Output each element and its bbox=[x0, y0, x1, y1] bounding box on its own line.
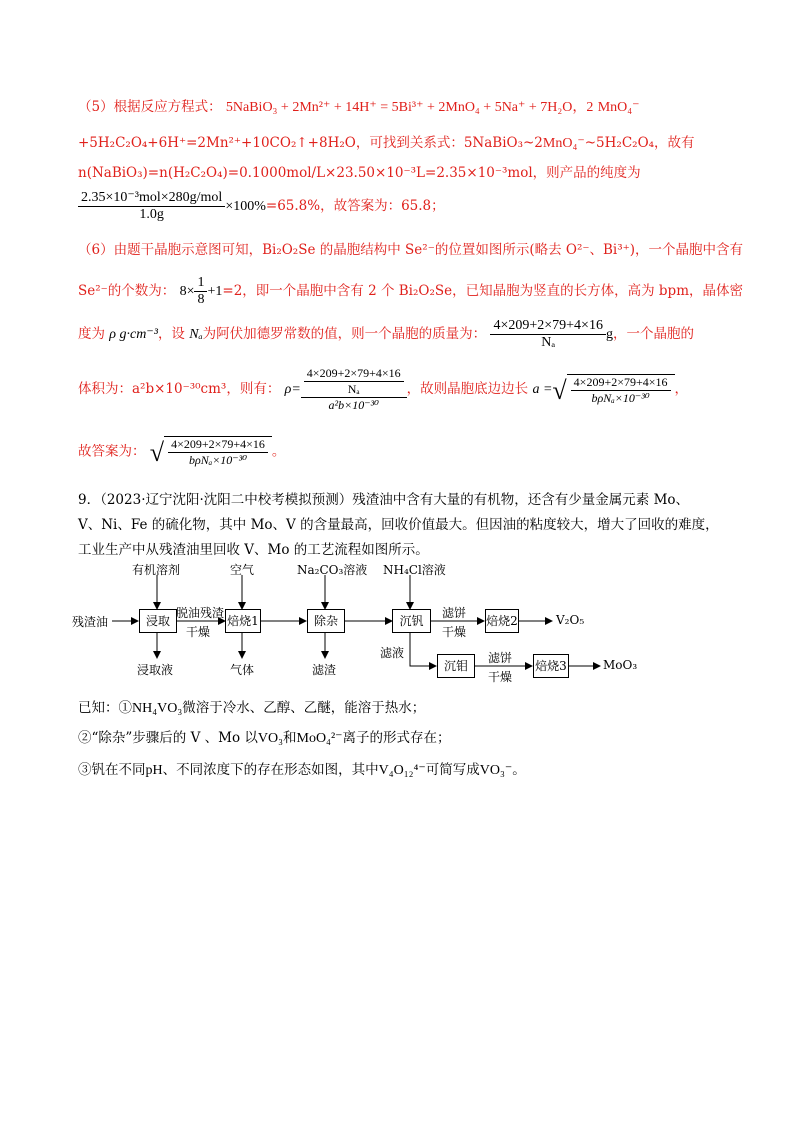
p5-line4: $\frac{\text{2.35×10⁻³mol×280g/mol}}{1.0g}$ ×100%=65.8%，故答案为：65.8； bbox=[78, 190, 445, 223]
flow-step-vanadium-precip: 沉钒 bbox=[392, 609, 431, 633]
p6-line4: 体积为：a²b×10⁻³⁰cm³，则有： ρ= $\frac{\frac{4\times 209+2\times 79+4\times 16}{\text{Nₐ}}}{\text{a²b×10⁻³⁰}}$ ，故则晶胞底边边长 a =√ $\frac{4\times 209+2\times 79+4\times 16}{\text{bρNₐ×10⁻³⁰}}$ ， bbox=[78, 366, 689, 412]
flow-input: 残渣油 bbox=[72, 615, 109, 629]
flow-step-roast1: 焙烧1 bbox=[225, 609, 261, 633]
flow-out-leachate: 浸取液 bbox=[137, 663, 174, 677]
known-2: ②“除杂”步骤后的 V 、Mo 以VO₃和MoO₄²⁻离子的形式存在； bbox=[78, 730, 451, 746]
flow-reagent1: 有机溶剂 bbox=[132, 563, 181, 577]
flow-step-roast3: 焙烧3 bbox=[533, 654, 569, 678]
q9-line2: V、Ni、Fe 的硫化物，其中 Mo、V 的含量最高，回收价值最大。但因油的粘度较大，增大了回收的难度， bbox=[78, 517, 719, 533]
p6-line3: 度为 ρ g·cm⁻³，设 Nₐ为阿伏加德罗常数的值，则一个晶胞的质量为： $\frac{4\times 209+2\times 79+4\times 16}{\text{Nₐ}}$ g，一个晶胞的 bbox=[78, 318, 694, 350]
p6-line5: 故答案为： √ $\frac{4\times 209+2\times 79+4\times 16}{\text{bρNₐ×10⁻³⁰}}$ 。 bbox=[78, 437, 286, 467]
reaction-equation: 5NaBiO₃ + 2Mn²⁺ + 14H⁺ = 5Bi³⁺ + 2MnO₄ + 5Na⁺ + 7H₂O，2 bbox=[225, 100, 594, 115]
answer-root: √ $\frac{4\times 209+2\times 79+4\times 16}{\text{bρNₐ×10⁻³⁰}}$ bbox=[150, 436, 272, 468]
p5-line2: +5H₂C₂O₄+6H⁺=2Mn²⁺+10CO₂↑+8H₂O，可找到关系式：5NaBiO₃~2MnO₄⁻~5H₂C₂O₄，故有 bbox=[78, 135, 695, 151]
p5-line1: （5）根据反应方程式： 5NaBiO₃ + 2Mn²⁺ + 14H⁺ = 5Bi³⁺ + 2MnO₄ + 5Na⁺ + 7H₂O，2 MnO₄⁻ bbox=[78, 99, 640, 115]
flow-product-v2o5: V₂O₅ bbox=[556, 613, 585, 627]
p6-line2: Se²⁻的个数为： 8× $\frac{1}{8}$ +1=2，即一个晶胞中含有 2 个 Bi₂O₂Se，已知晶胞为竖直的长方体，高为 bpm，晶体密 bbox=[78, 275, 743, 307]
flow-out-gas: 气体 bbox=[230, 663, 255, 677]
flow-reagent2: 空气 bbox=[230, 563, 255, 577]
edge1-top: 脱油残渣 bbox=[176, 606, 225, 620]
edge4-top: 滤饼 bbox=[442, 606, 467, 620]
one-eighth-fraction: $\frac{1}{8}$ bbox=[194, 275, 207, 308]
known-3: ③钒在不同pH、不同浓度下的存在形态如图，其中V₄O₁₂⁴⁻可简写成VO₃⁻。 bbox=[78, 762, 526, 778]
purity-fraction: $\frac{\text{2.35×10⁻³mol×280g/mol}}{1.0g}$ bbox=[78, 190, 225, 223]
edge4-bottom: 干燥 bbox=[442, 625, 467, 639]
flow-step-molybdenum-precip: 沉钼 bbox=[437, 654, 475, 678]
cell-mass-fraction: $\frac{4\times 209+2\times 79+4\times 16}{\text{Nₐ}}$ bbox=[490, 318, 605, 351]
flow-step-leach: 浸取 bbox=[139, 609, 177, 633]
edge6-bottom: 干燥 bbox=[488, 670, 513, 684]
density-fraction: $\frac{\frac{4\times 209+2\times 79+4\times 16}{\text{Nₐ}}}{\text{a²b×10⁻³⁰}}$ bbox=[301, 366, 407, 413]
p5-line3: n(NaBiO₃)=n(H₂C₂O₄)=0.1000mol/L×23.50×10⁻³L=2.35×10⁻³mol，则产品的纯度为 bbox=[78, 165, 641, 181]
edge-length-root: √ $\frac{4\times 209+2\times 79+4\times 16}{\text{bρNₐ×10⁻³⁰}}$ bbox=[552, 374, 674, 406]
flow-step-purify: 除杂 bbox=[307, 609, 345, 633]
q9-line1: 9．（2023·辽宁沈阳·沈阳二中校考模拟预测）残渣油中含有大量的有机物，还含有少量金属元素 Mo、 bbox=[78, 492, 690, 508]
flow-reagent3: Na₂CO₃溶液 bbox=[297, 563, 368, 577]
q9-line3: 工业生产中从残渣油里回收 V、Mo 的工艺流程如图所示。 bbox=[78, 542, 429, 558]
known-1: 已知：①NH₄VO₃微溶于冷水、乙醇、乙醚，能溶于热水； bbox=[78, 700, 426, 716]
flow-filtrate: 滤液 bbox=[380, 646, 405, 660]
flow-reagent4: NH₄Cl溶液 bbox=[383, 563, 446, 577]
flow-step-roast2: 焙烧2 bbox=[485, 609, 519, 633]
p6-line1: （6）由题干晶胞示意图可知，Bi₂O₂Se 的晶胞结构中 Se²⁻的位置如图所示(略去 O²⁻、Bi³⁺)，一个晶胞中含有 bbox=[78, 242, 744, 258]
flow-out-residue: 滤渣 bbox=[312, 663, 337, 677]
edge1-bottom: 干燥 bbox=[186, 625, 211, 639]
flow-product-moo3: MoO₃ bbox=[603, 658, 638, 672]
edge6-top: 滤饼 bbox=[488, 651, 513, 665]
permanganate-ion: MnO₄⁻ bbox=[597, 100, 640, 115]
